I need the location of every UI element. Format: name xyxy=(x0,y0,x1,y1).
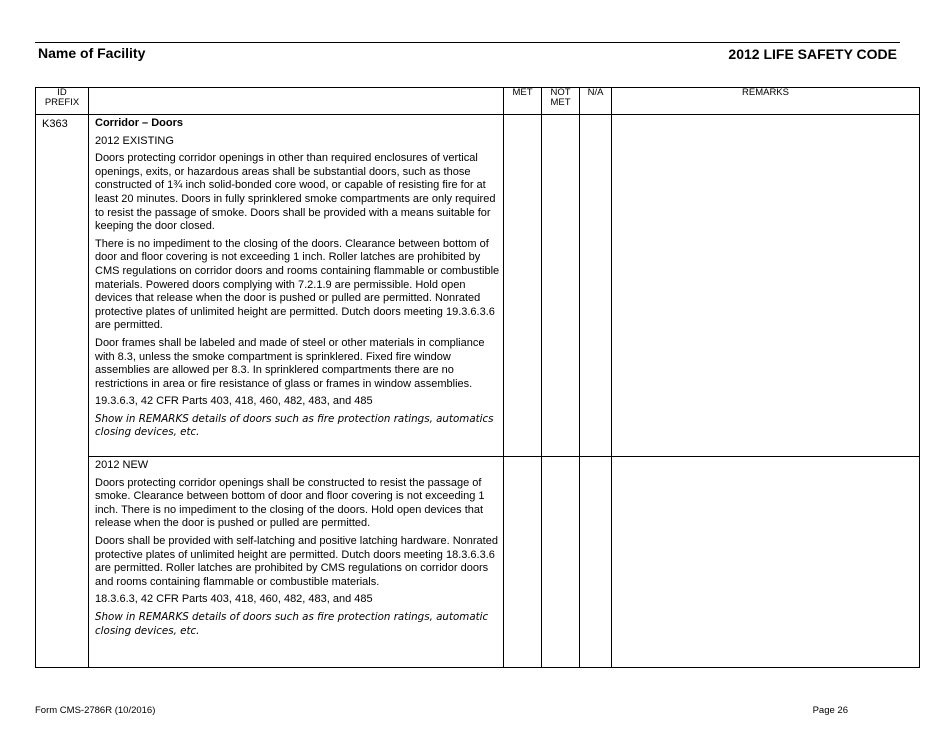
header-rule xyxy=(35,42,900,43)
remarks-header: REMARKS xyxy=(612,88,920,115)
table-header-row xyxy=(36,88,920,115)
new-na-cell[interactable] xyxy=(580,457,612,668)
new-heading: 2012 NEW xyxy=(95,459,149,471)
id-header-line2: PREFIX xyxy=(44,97,80,108)
page-number: Page 26 xyxy=(812,705,848,716)
existing-remarks-note: Show in REMARKS details of doors such as fire protection ratings, automatics closing devices, etc. xyxy=(95,412,494,439)
met-header: MET xyxy=(504,88,542,115)
existing-reference: 19.3.6.3, 42 CFR Parts 403, 418, 460, 482, 483, and 485 xyxy=(95,395,373,408)
survey-table xyxy=(35,87,920,668)
section-title: Corridor – Doors xyxy=(95,117,184,129)
new-remarks-note: Show in REMARKS details of doors such as fire protection ratings, automatic closing devices, etc. xyxy=(95,610,489,637)
table-row-existing xyxy=(36,115,920,457)
existing-paragraph-2: There is no impediment to the closing of the doors. Clearance between bottom of door and floor covering is not exceeding 1 inch. Roller latches are prohibited by CMS regulations on corridor doors and rooms containing flammable or combustible materials. Powered doors complying with 7.2.1.9 are permissible. Hold open devices that release when the door is pushed or pulled are permitted. Nonrated protective plates of unlimited height are permitted. Dutch doors meeting 19.3.6.3.6 are permitted. xyxy=(95,237,500,332)
existing-na-cell[interactable] xyxy=(580,115,612,457)
new-paragraph-1: Doors protecting corridor openings shall be constructed to resist the passage of smoke. Clearance between bottom of door and floor covering is not exceeding 1 inch. There is no impediment to the closing of the doors. Hold open devices that release when the door is pushed or pulled are permitted. xyxy=(95,476,485,530)
id-header-line1: ID xyxy=(57,87,67,98)
new-met-cell[interactable] xyxy=(504,457,542,668)
new-paragraph-2: Doors shall be provided with self-latching and positive latching hardware. Nonrated protective plates of unlimited height are permitted. Dutch doors meeting 18.3.6.3.6 are permitted. Roller latches are prohibited by CMS regulations on corridor doors and rooms containing flammable or combustible materials. xyxy=(95,534,498,588)
new-reference: 18.3.6.3, 42 CFR Parts 403, 418, 460, 482, 483, and 485 xyxy=(95,593,373,606)
code-title: 2012 LIFE SAFETY CODE xyxy=(728,46,897,62)
existing-remarks-cell[interactable] xyxy=(612,115,920,457)
id-prefix-cell: K363 xyxy=(36,115,89,668)
existing-not-met-cell[interactable] xyxy=(542,115,580,457)
new-remarks-cell[interactable] xyxy=(612,457,920,668)
new-not-met-cell[interactable] xyxy=(542,457,580,668)
existing-met-cell[interactable] xyxy=(504,115,542,457)
existing-paragraph-3: Door frames shall be labeled and made of steel or other materials in compliance with 8.3, unless the smoke compartment is sprinklered. Fixed fire window assemblies are allowed per 8.3. In sprinklered compartments there are no restrictions in area or fire resistance of glass or frames in window assemblies. xyxy=(95,336,485,390)
existing-description-cell xyxy=(89,115,504,457)
not-met-header-line1: NOT xyxy=(550,87,571,98)
form-number: Form CMS-2786R (10/2016) xyxy=(35,705,156,716)
existing-paragraph-1: Doors protecting corridor openings in other than required enclosures of vertical openings, exits, or hazardous areas shall be substantial doors, such as those constructed of 1¾ inch solid-bonded core wood, or capable of resisting fire for at least 20 minutes. Doors in fully sprinklered smoke compartments are only required to resist the passage of smoke. Doors shall be provided with a means suitable for keeping the door closed. xyxy=(95,152,496,233)
not-met-header xyxy=(542,88,580,115)
existing-heading: 2012 EXISTING xyxy=(95,134,174,147)
description-header xyxy=(89,88,504,115)
new-description-cell xyxy=(89,457,504,668)
table-row-new xyxy=(36,457,920,668)
na-header: N/A xyxy=(580,88,612,115)
facility-name-label: Name of Facility xyxy=(38,45,146,61)
id-prefix-header xyxy=(36,88,89,115)
not-met-header-line2: MET xyxy=(550,97,571,108)
